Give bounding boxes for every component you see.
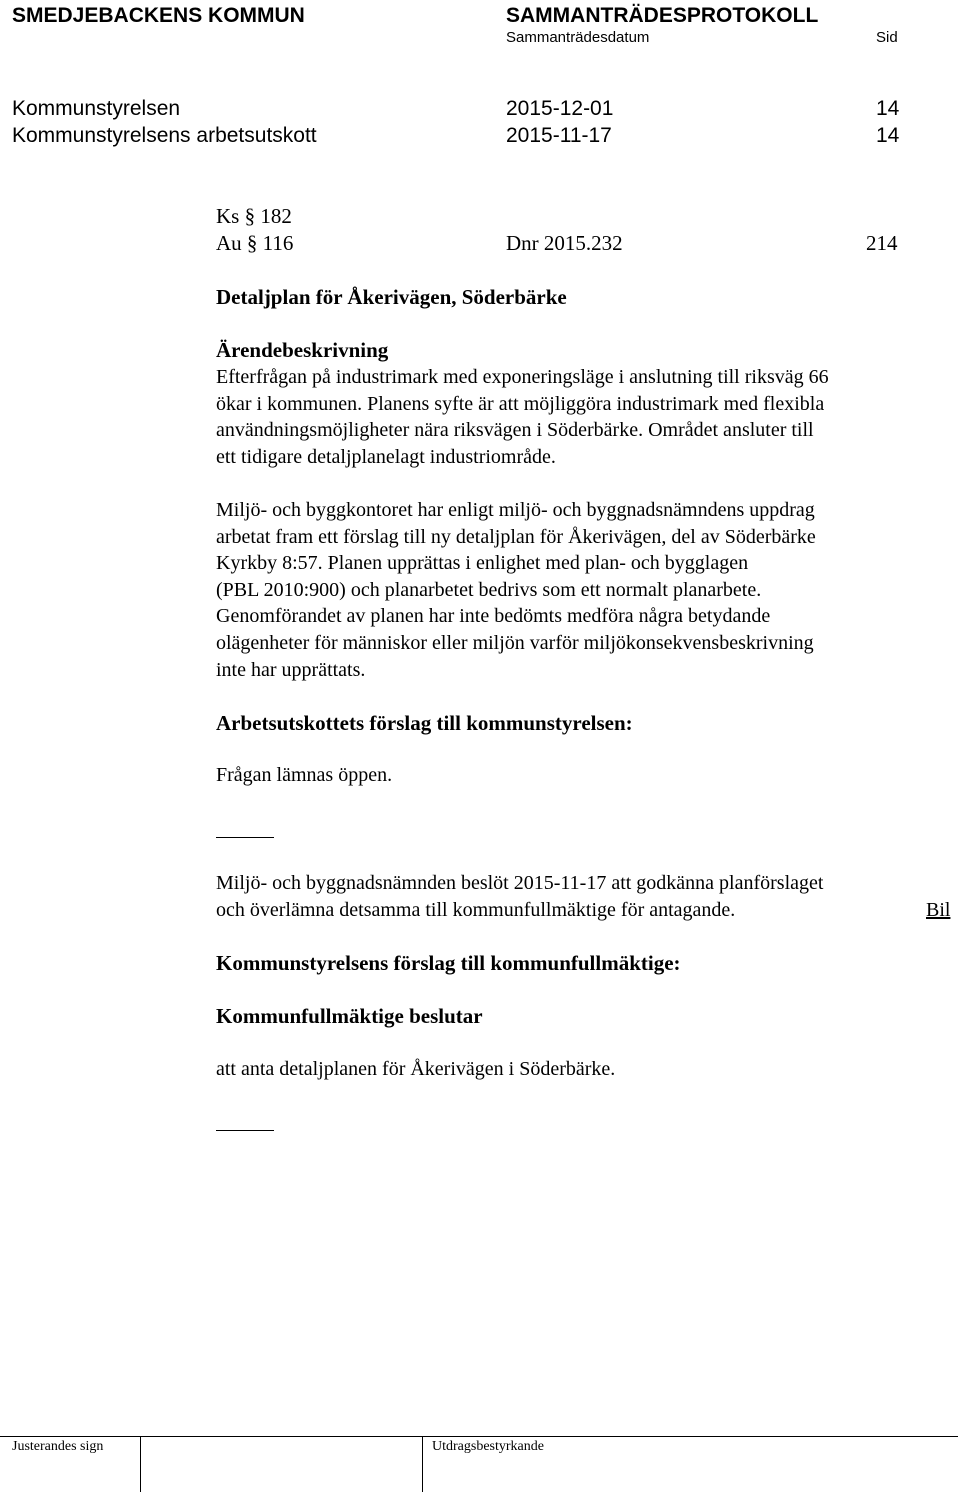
date-column-label: Sammanträdesdatum (506, 29, 650, 46)
meeting-page: 14 (876, 97, 900, 120)
meeting-page: 14 (876, 124, 900, 147)
meeting-body: Kommunstyrelsen (12, 97, 181, 120)
description-heading: Ärendebeskrivning (216, 338, 389, 362)
text-line: Miljö- och byggkontoret har enligt miljö- och byggnadsnämndens uppdrag (216, 499, 815, 521)
ks-paragraph-ref: Ks § 182 (216, 204, 292, 228)
ks-proposal-heading: Kommunstyrelsens förslag till kommunfullmäktige: (216, 951, 681, 975)
extract-certification-label: Utdragsbestyrkande (432, 1439, 544, 1454)
text-line: ökar i kommunen. Planens syfte är att möjliggöra industrimark med flexibla (216, 392, 825, 415)
page-column-label: Sid (876, 29, 898, 46)
au-paragraph-ref: Au § 116 (216, 231, 294, 255)
text-line: (PBL 2010:900) och planarbetet bedrivs som ett normalt planarbete. (216, 578, 762, 601)
case-title: Detaljplan för Åkerivägen, Söderbärke (216, 285, 567, 309)
decision-heading: Kommunfullmäktige beslutar (216, 1004, 483, 1028)
footer-divider (422, 1436, 423, 1492)
separator-line (216, 1130, 274, 1131)
text-line: olägenheter för människor eller miljön varför miljökonsekvensbeskrivning (216, 631, 814, 654)
description-paragraph-1 (216, 364, 916, 470)
au-proposal-heading: Arbetsutskottets förslag till kommunstyrelsen: (216, 711, 633, 735)
text-line: inte har upprättats. (216, 658, 366, 681)
text-line: Miljö- och byggnadsnämnden beslöt 2015-11-17 att godkänna planförslaget (216, 872, 824, 894)
text-line: ett tidigare detaljplanelagt industriområde. (216, 445, 556, 468)
footer-divider (140, 1436, 141, 1492)
description-paragraph-2 (216, 497, 916, 683)
au-proposal-text: Frågan lämnas öppen. (216, 764, 393, 786)
meeting-body: Kommunstyrelsens arbetsutskott (12, 124, 317, 147)
text-line: Kyrkby 8:57. Planen upprättas i enlighet med plan- och bygglagen (216, 552, 749, 575)
diary-page: 214 (866, 231, 898, 255)
text-line: och överlämna detsamma till kommunfullmäktige för antagande. (216, 898, 736, 921)
meeting-date: 2015-12-01 (506, 97, 614, 120)
municipality-name: SMEDJEBACKENS KOMMUN (12, 4, 305, 27)
decision-note (216, 870, 916, 923)
document-type: SAMMANTRÄDESPROTOKOLL (506, 4, 819, 27)
footer-top-rule (0, 1436, 958, 1437)
diary-number: Dnr 2015.232 (506, 231, 623, 255)
text-line: användningsmöjligheter nära riksvägen i Söderbärke. Området ansluter till (216, 419, 814, 442)
attachment-link[interactable]: Bil (926, 899, 951, 921)
meeting-date: 2015-11-17 (506, 124, 612, 147)
text-line: Genomförandet av planen har inte bedömts medföra några betydande (216, 605, 771, 628)
separator-line (216, 837, 274, 838)
text-line: Efterfrågan på industrimark med exponeringsläge i anslutning till riksväg 66 (216, 366, 829, 388)
text-line: arbetat fram ett förslag till ny detaljplan för Åkerivägen, del av Söderbärke (216, 525, 816, 548)
signature-label: Justerandes sign (12, 1439, 104, 1454)
decision-text: att anta detaljplanen för Åkerivägen i Söderbärke. (216, 1058, 616, 1080)
